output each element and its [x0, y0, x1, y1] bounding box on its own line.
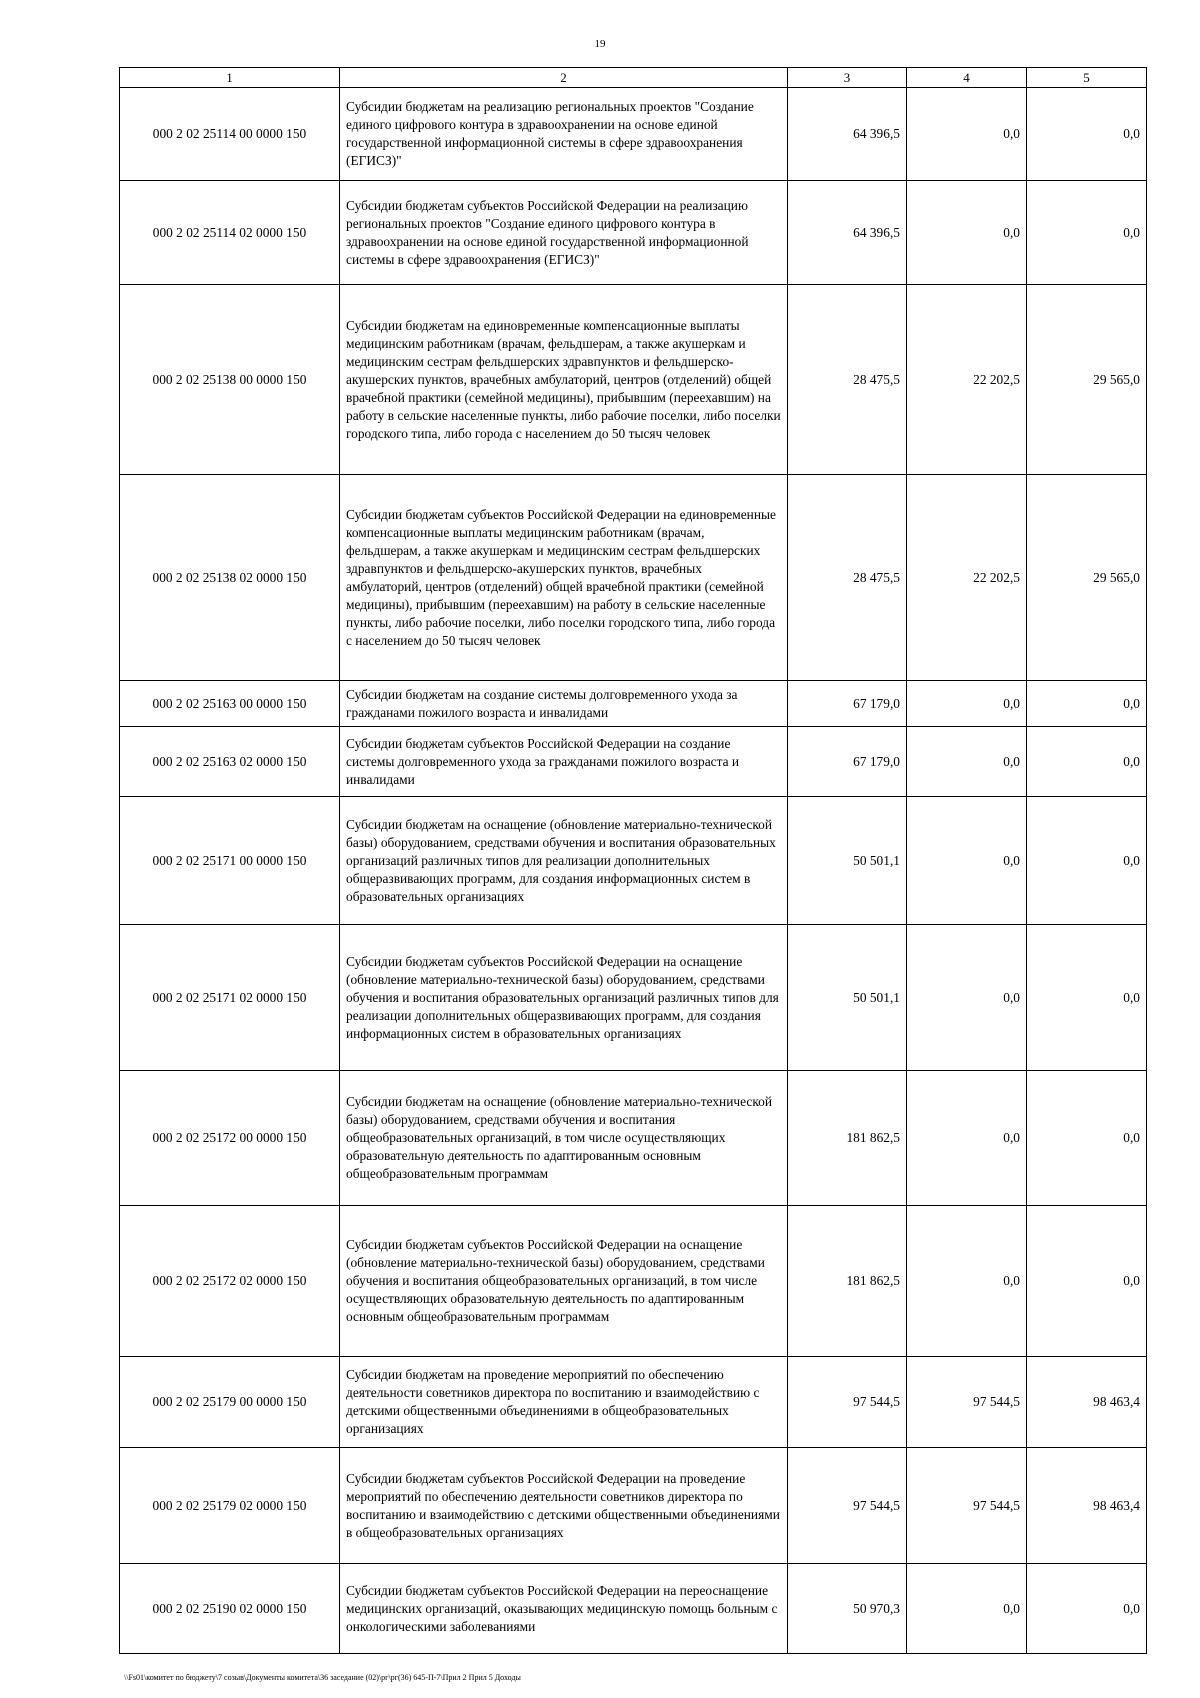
- budget-code: 000 2 02 25163 00 0000 150: [120, 681, 340, 727]
- income-description: Субсидии бюджетам на проведение мероприятий по обеспечению деятельности советников директора по воспитанию и взаимодействию с детскими общественными объединениями в общеобразовательных организациях: [340, 1357, 788, 1448]
- column-header: 3: [788, 68, 907, 88]
- income-description: Субсидии бюджетам субъектов Российской Федерации на оснащение (обновление материально-технической базы) оборудованием, средствами обучения и воспитания образовательных организаций различных типов для реализации дополнительных общеразвивающих программ, для создания информационных систем в образовательных организациях: [340, 925, 788, 1071]
- table-row: [120, 1206, 1147, 1357]
- amount-col3: 64 396,5: [788, 181, 907, 285]
- amount-col5: 0,0: [1027, 727, 1147, 797]
- amount-col3: 50 970,3: [788, 1564, 907, 1654]
- column-header: 1: [120, 68, 340, 88]
- amount-col3: 50 501,1: [788, 797, 907, 925]
- income-description: Субсидии бюджетам субъектов Российской Федерации на переоснащение медицинских организаций, оказывающих медицинскую помощь больным с онкологическими заболеваниями: [340, 1564, 788, 1654]
- income-description: Субсидии бюджетам субъектов Российской Федерации на единовременные компенсационные выплаты медицинским работникам (врачам, фельдшерам, а также акушеркам и медицинским сестрам фельдшерских здравпунктов и фельдшерско-акушерских пунктов, врачебных амбулаторий, центров (отделений) общей врачебной практики (семейной медицины), прибывшим (переехавшим) на работу в сельские населенные пункты, либо рабочие поселки, либо поселки городского типа, либо города с населением до 50 тысяч человек: [340, 475, 788, 681]
- amount-col5: 0,0: [1027, 1206, 1147, 1357]
- budget-code: 000 2 02 25138 00 0000 150: [120, 285, 340, 475]
- amount-col3: 181 862,5: [788, 1071, 907, 1206]
- amount-col4: 0,0: [907, 181, 1027, 285]
- table-row: [120, 1071, 1147, 1206]
- income-description: Субсидии бюджетам на реализацию региональных проектов "Создание единого цифрового контура в здравоохранении на основе единой государственной информационной системы в сфере здравоохранения (ЕГИСЗ)": [340, 88, 788, 181]
- column-header: 2: [340, 68, 788, 88]
- table-row: [120, 475, 1147, 681]
- budget-code: 000 2 02 25114 02 0000 150: [120, 181, 340, 285]
- budget-table: [119, 67, 1147, 1654]
- amount-col4: 97 544,5: [907, 1448, 1027, 1564]
- amount-col5: 29 565,0: [1027, 285, 1147, 475]
- column-header: 4: [907, 68, 1027, 88]
- budget-code: 000 2 02 25171 02 0000 150: [120, 925, 340, 1071]
- budget-code: 000 2 02 25163 02 0000 150: [120, 727, 340, 797]
- table-row: [120, 88, 1147, 181]
- table-row: [120, 285, 1147, 475]
- amount-col3: 97 544,5: [788, 1448, 907, 1564]
- amount-col4: 22 202,5: [907, 285, 1027, 475]
- column-header: 5: [1027, 68, 1147, 88]
- amount-col3: 67 179,0: [788, 727, 907, 797]
- amount-col4: 0,0: [907, 681, 1027, 727]
- budget-code: 000 2 02 25190 02 0000 150: [120, 1564, 340, 1654]
- amount-col5: 0,0: [1027, 681, 1147, 727]
- amount-col4: 0,0: [907, 797, 1027, 925]
- budget-code: 000 2 02 25179 00 0000 150: [120, 1357, 340, 1448]
- table-row: [120, 925, 1147, 1071]
- income-description: Субсидии бюджетам на единовременные компенсационные выплаты медицинским работникам (врачам, фельдшерам, а также акушеркам и медицинским сестрам фельдшерских здравпунктов и фельдшерско-акушерских пунктов, врачебных амбулаторий, центров (отделений) общей врачебной практики (семейной медицины), прибывшим (переехавшим) на работу в сельские населенные пункты, либо рабочие поселки, либо поселки городского типа, либо города с населением до 50 тысяч человек: [340, 285, 788, 475]
- income-description: Субсидии бюджетам на оснащение (обновление материально-технической базы) оборудованием, средствами обучения и воспитания общеобразовательных организаций, в том числе осуществляющих образовательную деятельность по адаптированным основным общеобразовательным программам: [340, 1071, 788, 1206]
- amount-col3: 97 544,5: [788, 1357, 907, 1448]
- amount-col5: 29 565,0: [1027, 475, 1147, 681]
- budget-code: 000 2 02 25172 02 0000 150: [120, 1206, 340, 1357]
- table-header-row: [120, 68, 1147, 88]
- amount-col4: 0,0: [907, 727, 1027, 797]
- amount-col5: 0,0: [1027, 1564, 1147, 1654]
- amount-col5: 0,0: [1027, 1071, 1147, 1206]
- amount-col4: 0,0: [907, 88, 1027, 181]
- amount-col5: 98 463,4: [1027, 1357, 1147, 1448]
- budget-code: 000 2 02 25179 02 0000 150: [120, 1448, 340, 1564]
- income-description: Субсидии бюджетам на создание системы долговременного ухода за гражданами пожилого возраста и инвалидами: [340, 681, 788, 727]
- budget-code: 000 2 02 25171 00 0000 150: [120, 797, 340, 925]
- income-description: Субсидии бюджетам субъектов Российской Федерации на создание системы долговременного ухода за гражданами пожилого возраста и инвалидами: [340, 727, 788, 797]
- income-description: Субсидии бюджетам субъектов Российской Федерации на проведение мероприятий по обеспечению деятельности советников директора по воспитанию и взаимодействию с детскими общественными объединениями в общеобразовательных организациях: [340, 1448, 788, 1564]
- amount-col3: 28 475,5: [788, 285, 907, 475]
- table-row: [120, 797, 1147, 925]
- page-number: 19: [594, 38, 606, 50]
- amount-col3: 50 501,1: [788, 925, 907, 1071]
- amount-col5: 98 463,4: [1027, 1448, 1147, 1564]
- budget-code: 000 2 02 25114 00 0000 150: [120, 88, 340, 181]
- table-row: [120, 681, 1147, 727]
- amount-col3: 67 179,0: [788, 681, 907, 727]
- income-description: Субсидии бюджетам субъектов Российской Федерации на оснащение (обновление материально-технической базы) оборудованием, средствами обучения и воспитания общеобразовательных организаций, в том числе осуществляющих образовательную деятельность по адаптированным основным общеобразовательным программам: [340, 1206, 788, 1357]
- amount-col4: 97 544,5: [907, 1357, 1027, 1448]
- table-row: [120, 181, 1147, 285]
- amount-col5: 0,0: [1027, 181, 1147, 285]
- amount-col3: 28 475,5: [788, 475, 907, 681]
- amount-col4: 0,0: [907, 1206, 1027, 1357]
- amount-col5: 0,0: [1027, 797, 1147, 925]
- budget-code: 000 2 02 25138 02 0000 150: [120, 475, 340, 681]
- amount-col4: 0,0: [907, 1071, 1027, 1206]
- amount-col3: 181 862,5: [788, 1206, 907, 1357]
- amount-col5: 0,0: [1027, 88, 1147, 181]
- income-description: Субсидии бюджетам субъектов Российской Федерации на реализацию региональных проектов "Создание единого цифрового контура в здравоохранении на основе единой государственной информационной системы в сфере здравоохранения (ЕГИСЗ)": [340, 181, 788, 285]
- amount-col5: 0,0: [1027, 925, 1147, 1071]
- footer-file-path: \\Fs01\комитет по бюджету\7 созыв\Документы комитета\36 заседание (02)\рг\рг(36) 645-П-7\Прил 2 Прил 5 Доходы: [124, 1673, 521, 1682]
- amount-col3: 64 396,5: [788, 88, 907, 181]
- table-row: [120, 1357, 1147, 1448]
- budget-code: 000 2 02 25172 00 0000 150: [120, 1071, 340, 1206]
- amount-col4: 22 202,5: [907, 475, 1027, 681]
- income-description: Субсидии бюджетам на оснащение (обновление материально-технической базы) оборудованием, средствами обучения и воспитания образовательных организаций различных типов для реализации дополнительных общеразвивающих программ, для создания информационных систем в образовательных организациях: [340, 797, 788, 925]
- amount-col4: 0,0: [907, 1564, 1027, 1654]
- amount-col4: 0,0: [907, 925, 1027, 1071]
- table-row: [120, 1448, 1147, 1564]
- table-row: [120, 727, 1147, 797]
- table-row: [120, 1564, 1147, 1654]
